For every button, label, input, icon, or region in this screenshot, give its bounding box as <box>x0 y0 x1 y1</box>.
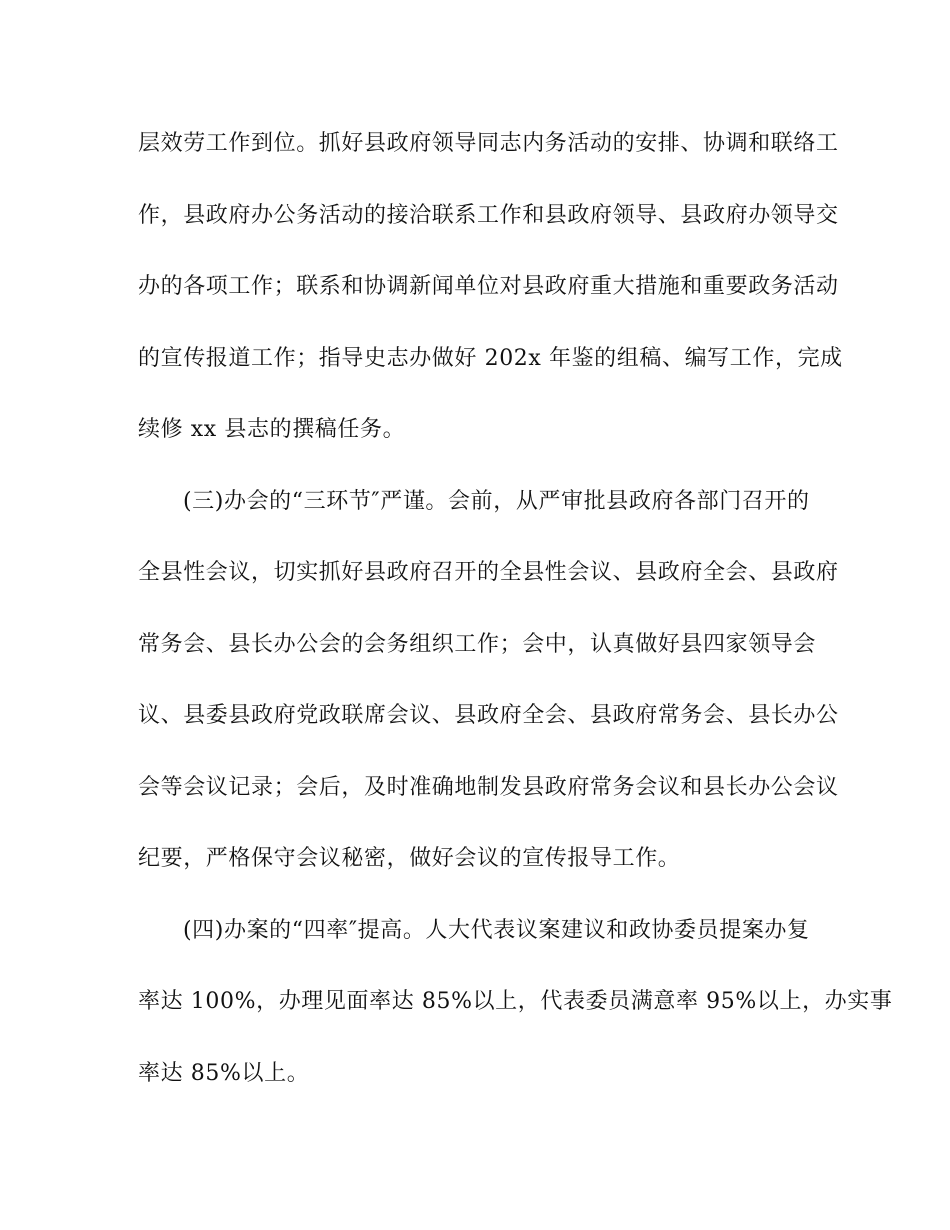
text-line: 率达 100%，办理见面率达 85%以上，代表委员满意率 95%以上，办实事 <box>138 989 893 1014</box>
text-line: 纪要，严格保守会议秘密，做好会议的宣传报导工作。 <box>138 846 681 871</box>
paragraph-heading-3: (三)办会的“三环节″严谨。会前，从严审批县政府各部门召开的 <box>183 489 810 514</box>
text-line: 办的各项工作；联系和协调新闻单位对县政府重大措施和重要政务活动 <box>138 274 839 299</box>
text-line: 率达 85%以上。 <box>138 1061 310 1086</box>
text-line: 常务会、县长办公会的会务组织工作；会中，认真做好县四家领导会 <box>138 632 817 657</box>
text-line: 会等会议记录；会后，及时准确地制发县政府常务会议和县长办公会议 <box>138 775 839 800</box>
text-line: 作，县政府办公务活动的接洽联系工作和县政府领导、县政府办领导交 <box>138 203 839 228</box>
text-line: 的宣传报道工作；指导史志办做好 202x 年鉴的组稿、编写工作，完成 <box>138 346 843 371</box>
text-line: 续修 xx 县志的撰稿任务。 <box>138 417 406 442</box>
text-line: 议、县委县政府党政联席会议、县政府全会、县政府常务会、县长办公 <box>138 703 839 728</box>
paragraph-heading-4: (四)办案的“四率″提高。人大代表议案建议和政协委员提案办复 <box>183 918 810 943</box>
text-line: 全县性会议，切实抓好县政府召开的全县性会议、县政府全会、县政府 <box>138 560 839 585</box>
text-line: 层效劳工作到位。抓好县政府领导同志内务活动的安排、协调和联络工 <box>138 131 839 156</box>
